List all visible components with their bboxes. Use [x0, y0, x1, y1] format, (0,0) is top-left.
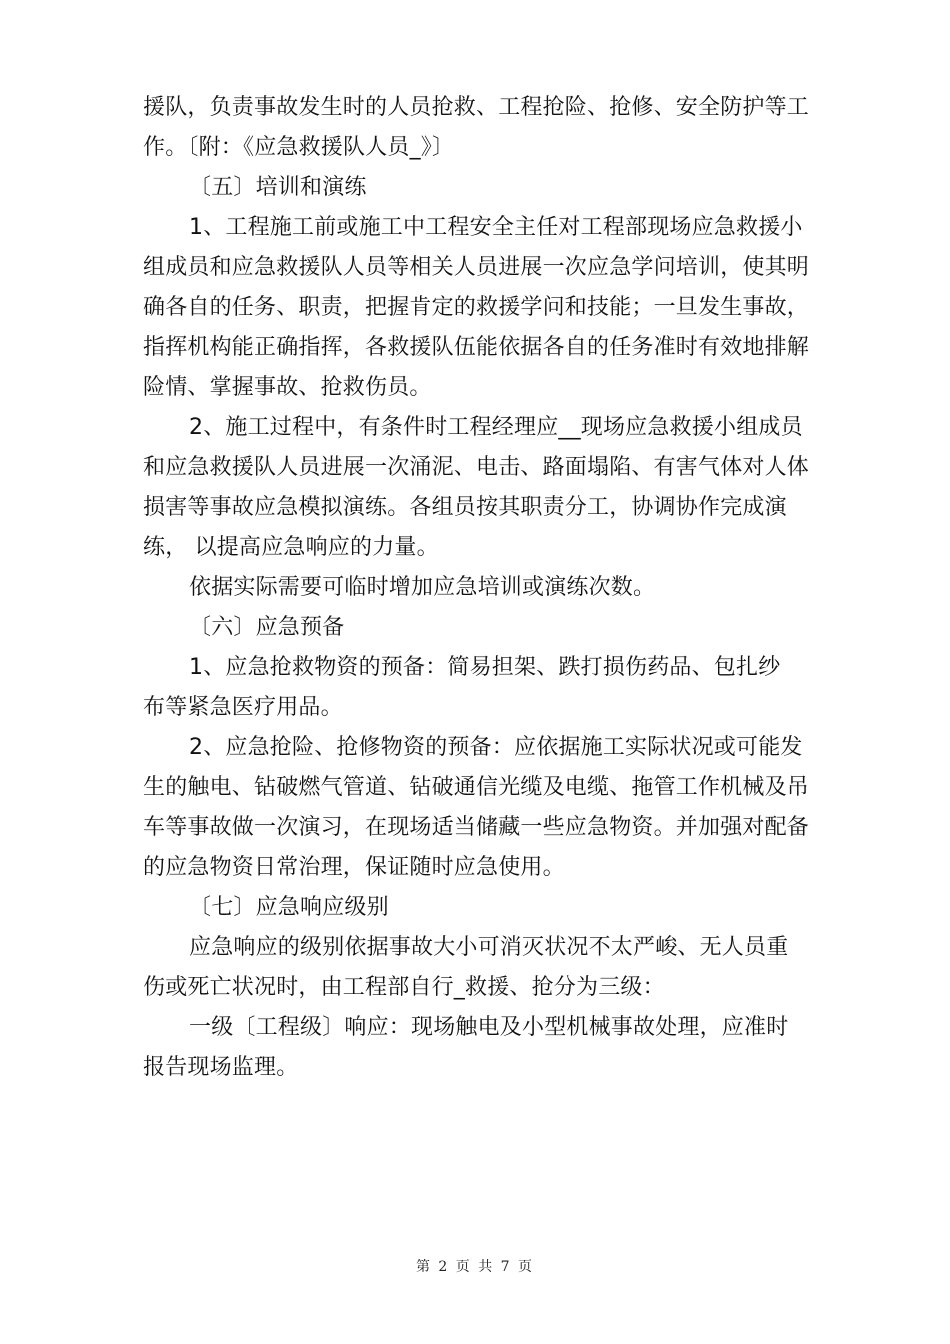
section-heading: 〔七〕应急响应级别: [189, 895, 389, 920]
text-line: 布等紧急医疗用品。: [143, 695, 343, 720]
document-body: [143, 88, 815, 1088]
section-heading: 〔五〕培训和演练: [189, 175, 367, 200]
text-line: 险情、掌握事故、抢救伤员。: [143, 375, 432, 400]
text-line: 生的触电、钻破燃气管道、钻破通信光缆及电缆、拖管工作机械及吊: [143, 775, 810, 800]
text-line: 的应急物资日常治理，保证随时应急使用。: [143, 855, 565, 880]
text-line: 报告现场监理。: [143, 1055, 299, 1080]
text-line: 作。〔附：《应急救援队人员_》〕: [143, 135, 455, 160]
text-line: 指挥机构能正确指挥，各救援队伍能依据各自的任务准时有效地排解: [143, 335, 810, 360]
page-number-footer: 第 2 页 共 7 页: [415, 1259, 535, 1275]
text-line: 练， 以提高应急响应的力量。: [143, 535, 439, 560]
text-line: 援队，负责事故发生时的人员抢救、工程抢险、抢修、安全防护等工: [143, 95, 810, 120]
section-heading: 〔六〕应急预备: [189, 615, 345, 640]
text-line: 损害等事故应急模拟演练。各组员按其职责分工，协调协作完成演: [143, 495, 787, 520]
text-line: 和应急救援队人员进展一次涌泥、电击、路面塌陷、有害气体对人体: [143, 455, 810, 480]
text-line: 依据实际需要可临时增加应急培训或演练次数。: [189, 575, 656, 600]
text-line: 确各自的任务、职责，把握肯定的救援学问和技能；一旦发生事故，: [143, 295, 810, 320]
text-line: 车等事故做一次演习，在现场适当储藏一些应急物资。并加强对配备: [143, 815, 810, 840]
text-line: 1、应急抢救物资的预备：简易担架、跌打损伤药品、包扎纱: [189, 655, 781, 680]
text-line: 2、施工过程中，有条件时工程经理应__现场应急救援小组成员: [189, 415, 803, 440]
text-line: 2、应急抢险、抢修物资的预备：应依据施工实际状况或可能发: [189, 735, 803, 760]
text-line: 一级〔工程级〕响应：现场触电及小型机械事故处理，应准时: [189, 1015, 789, 1040]
text-line: 伤或死亡状况时，由工程部自行_救援、抢分为三级：: [143, 975, 665, 1000]
text-line: 1、工程施工前或施工中工程安全主任对工程部现场应急救援小: [189, 215, 803, 240]
text-line: 组成员和应急救援队人员等相关人员进展一次应急学问培训，使其明: [143, 255, 810, 280]
text-line: 应急响应的级别依据事故大小可消灭状况不太严峻、无人员重: [189, 935, 789, 960]
